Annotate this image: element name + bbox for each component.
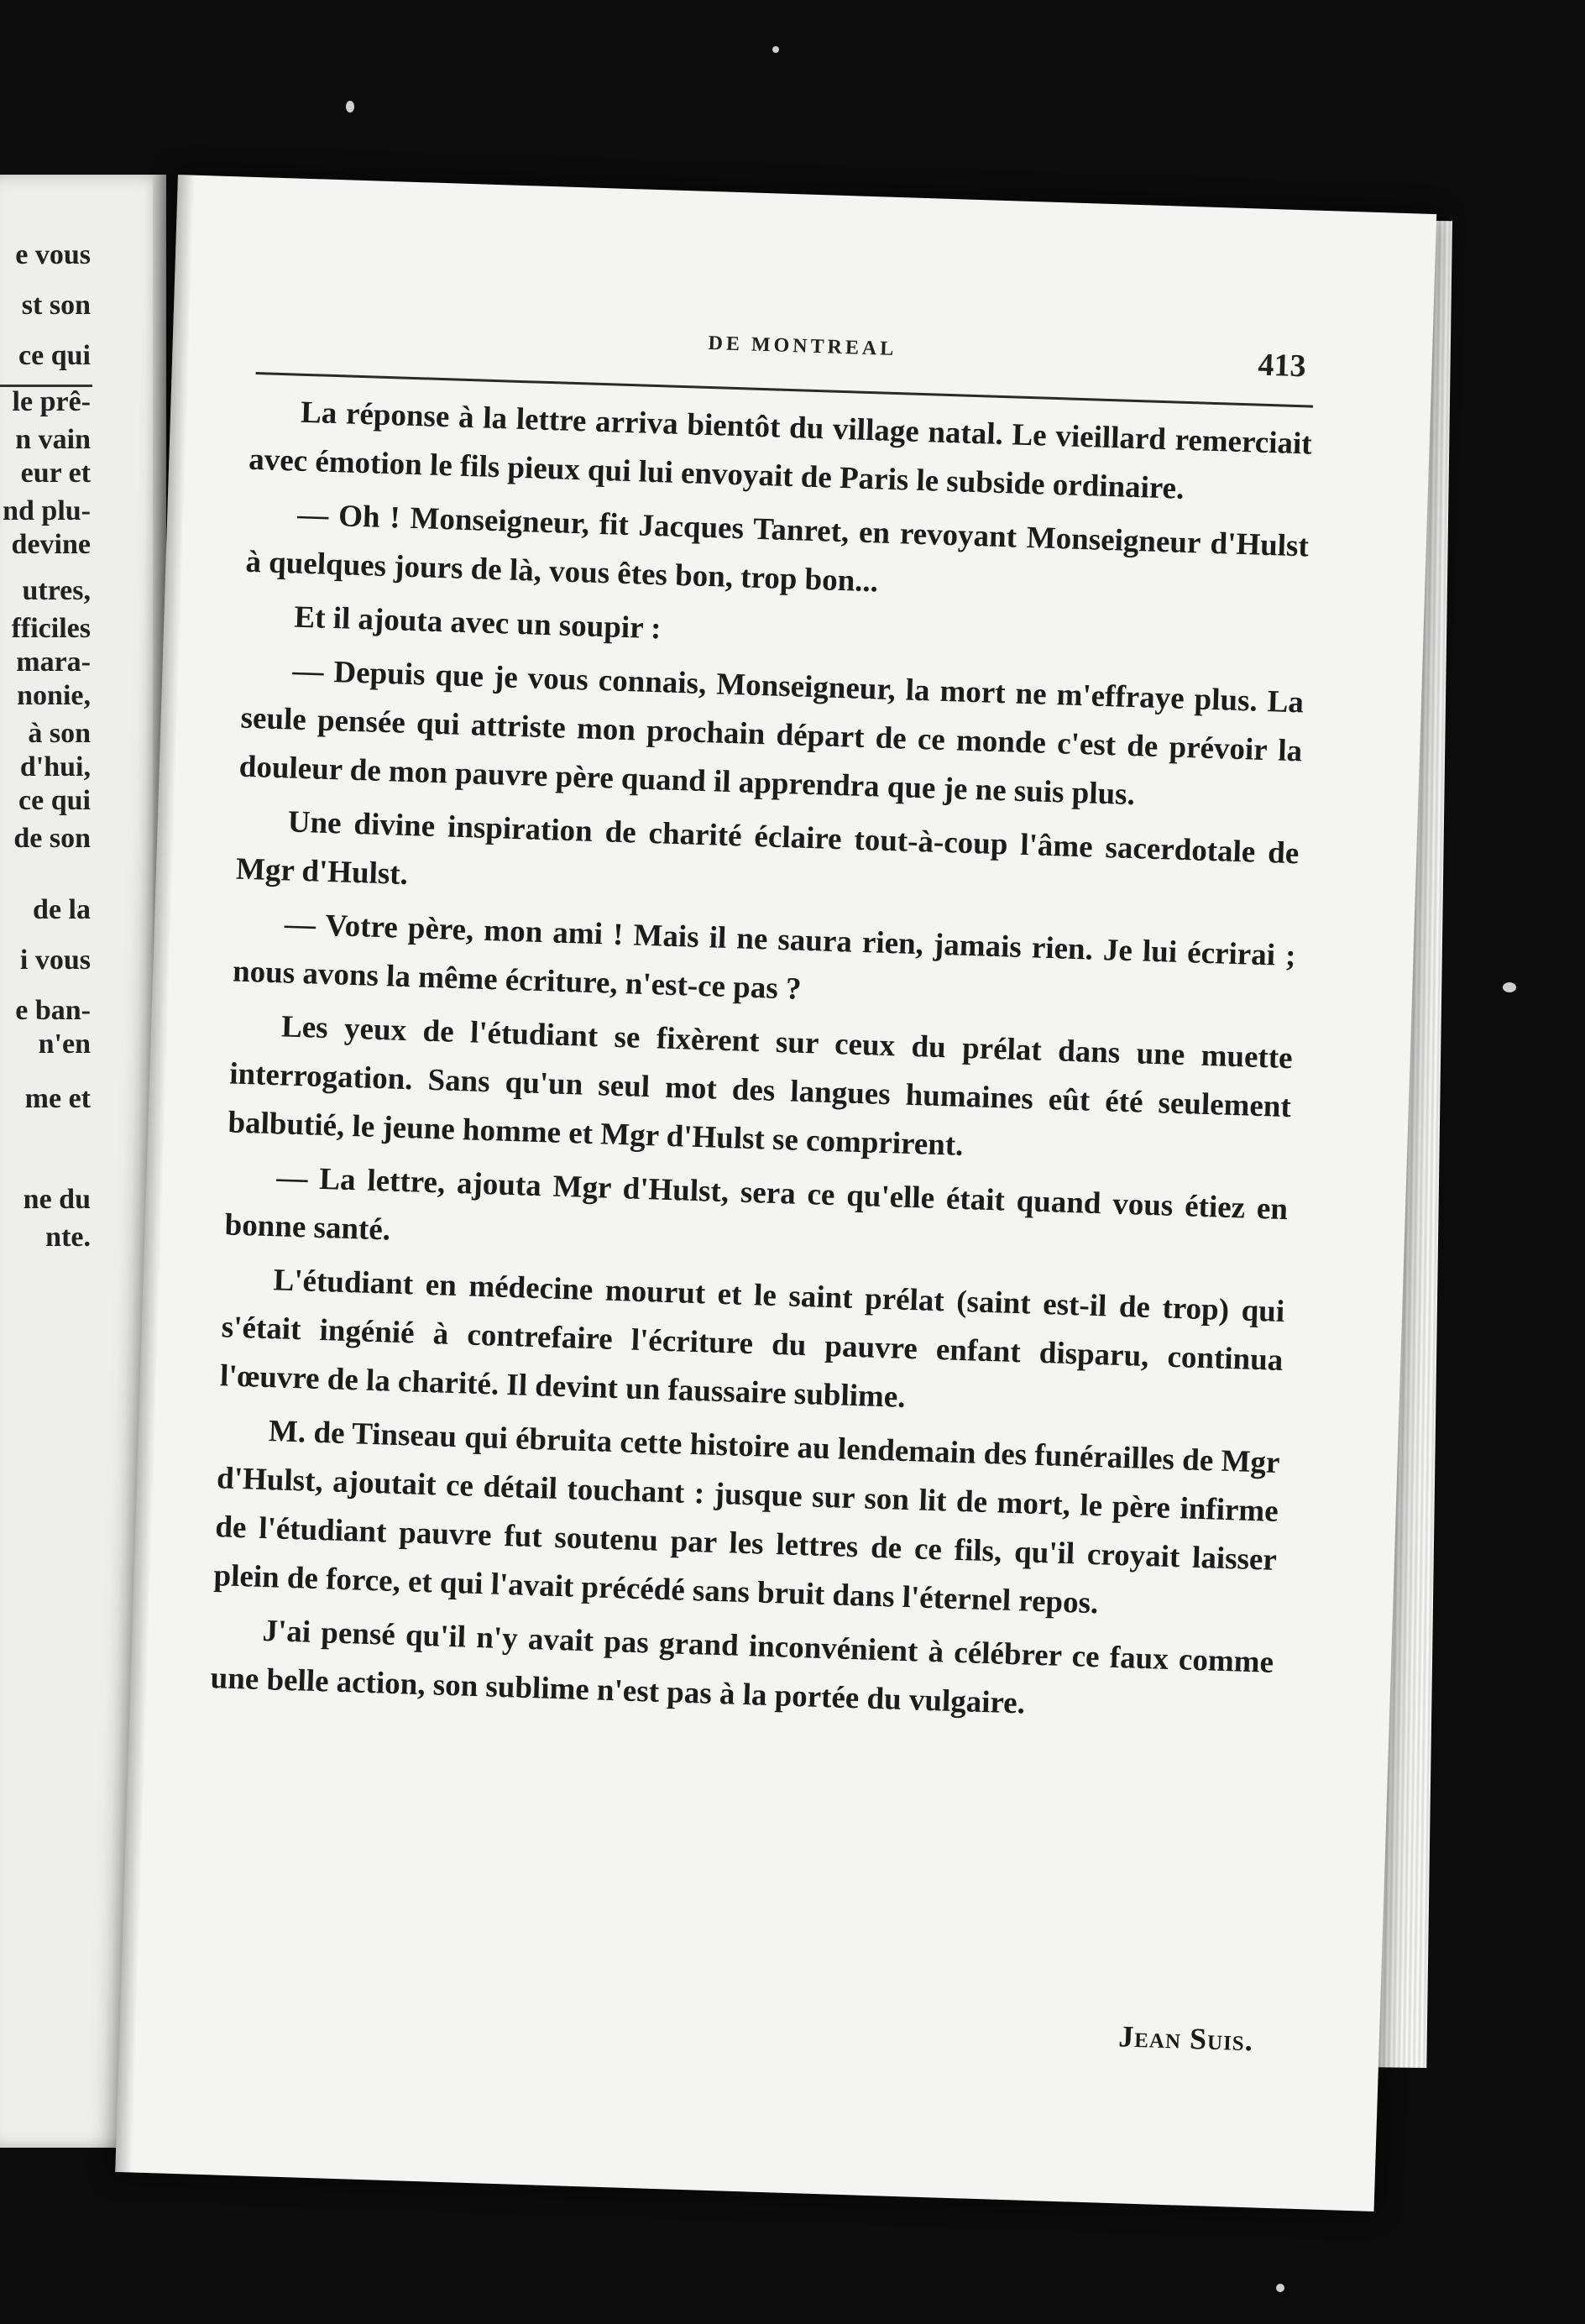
left-page-line-fragment: ne du [23, 1184, 91, 1215]
main-page [115, 175, 1436, 2211]
author-signature: Jean Suis. [1117, 2019, 1254, 2058]
page-number: 413 [1257, 347, 1307, 385]
dust-speck [346, 101, 354, 113]
dust-speck [772, 46, 779, 53]
left-page-line-fragment: eur et [20, 458, 91, 489]
left-page-line-fragment: nonie, [17, 680, 91, 711]
running-head [172, 316, 1432, 397]
left-page-line-fragment: nte. [45, 1222, 91, 1253]
left-page-line-fragment: mara- [16, 646, 91, 678]
left-page-line-fragment: devine [11, 529, 91, 560]
left-page-line-fragment: e vous [15, 239, 91, 270]
left-page-line-fragment: fficiles [11, 613, 91, 644]
paragraph: La réponse à la lettre arriva bientôt du village natal. Le vieillard remerciait avec émotion le fils pieux qui lui envoyait de Paris le subside ordinaire. [248, 395, 1313, 506]
left-page-line-fragment: de la [33, 894, 91, 925]
paragraph: Et il ajouta avec un soupir : [293, 599, 662, 646]
left-page-line-fragment: e ban- [15, 995, 91, 1026]
paragraph: Une divine inspiration de charité éclaire tout-à-coup l'âme sacerdotale de Mgr d'Hulst. [235, 804, 1300, 892]
paragraph: L'étudiant en médecine mourut et le saint prélat (saint est-il de trop) qui s'était ingénié à contrefaire l'écriture du pauvre enfant disparu, continua l'œuvre de la charité. Il devint un faussaire sublime. [219, 1263, 1285, 1415]
left-page-line-fragment: d'hui, [19, 751, 91, 783]
left-page-line-fragment: st son [21, 290, 91, 321]
paragraph: J'ai pensé qu'il n'y avait pas grand inconvénient à célébrer ce faux comme une belle action, son sublime n'est pas à la portée du vulgaire. [210, 1614, 1274, 1721]
left-page-line-fragment: de son [13, 823, 91, 854]
left-page-line-fragment: i vous [19, 945, 91, 976]
body-text [210, 387, 1313, 1741]
running-title: DE MONTREAL [708, 332, 897, 360]
paragraph: — Oh ! Monseigneur, fit Jacques Tanret, en revoyant Monseigneur d'Hulst à quelques jours de là, vous êtes bon, trop bon... [244, 497, 1310, 599]
left-page-line-fragment: nd plu- [3, 495, 91, 526]
left-page-line-fragment: n vain [15, 424, 91, 455]
left-page-line-fragment: me et [24, 1083, 91, 1114]
paragraph: — La lettre, ajouta Mgr d'Hulst, sera ce qu'elle était quand vous étiez en bonne santé. [224, 1160, 1289, 1248]
paragraph: — Depuis que je vous connais, Monseigneur, la mort ne m'effraye plus. La seule pensée qui attriste mon prochain départ de ce monde c'est de prévoir la douleur de mon pauvre père quand il apprendra que je ne suis plus. [238, 653, 1305, 813]
left-page-line-fragment: ce qui [18, 340, 91, 371]
left-page-line-fragment: ce qui [18, 785, 91, 816]
dust-speck [1276, 2284, 1284, 2292]
left-page-line-fragment: le prê- [12, 386, 91, 417]
paragraph: Les yeux de l'étudiant se fixèrent sur ceux du prélat dans une muette interrogation. Sans qu'un seul mot des langues humaines eût été seulement balbutié, le jeune homme et Mgr d'Hulst se comprirent. [227, 1009, 1294, 1163]
left-page-line-fragment: n'en [38, 1029, 91, 1060]
paragraph: — Votre père, mon ami ! Mais il ne saura rien, jamais rien. Je lui écrirai ; nous avons la même écriture, n'est-ce pas ? [232, 907, 1297, 1007]
dust-speck [1503, 982, 1516, 992]
left-page-line-fragment: à son [28, 718, 91, 749]
paragraph: M. de Tinseau qui ébruita cette histoire au lendemain des funérailles de Mgr d'Hulst, ajoutait ce détail touchant : jusque sur son lit de mort, le père infirme de l'étudiant pauvre fut soutenu par les lettres de ce fils, qu'il croyait laisser plein de force, et qui l'avait précédé sans bruit dans l'éternel repos. [212, 1414, 1281, 1621]
left-page-line-fragment: utres, [22, 575, 91, 606]
